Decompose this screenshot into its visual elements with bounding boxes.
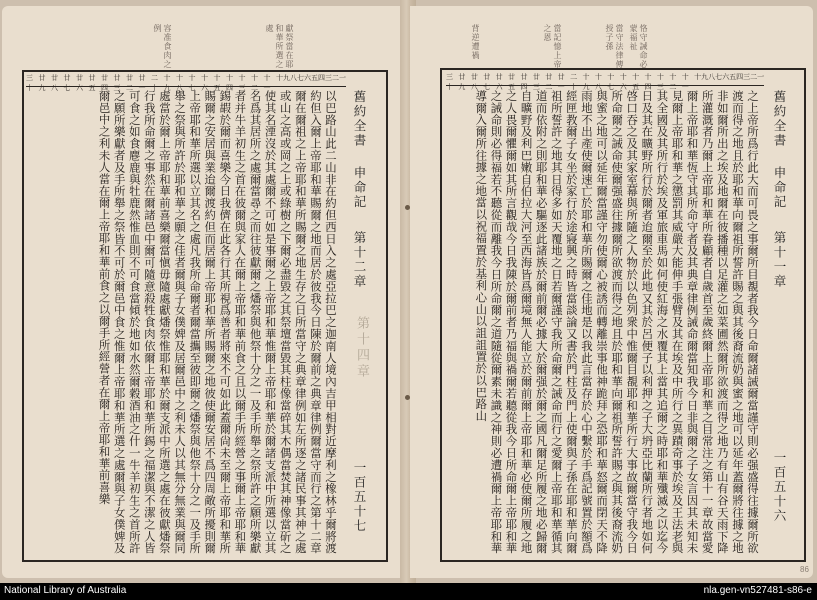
- left-verse-tick: 七: [297, 74, 304, 82]
- left-verse-tick: 十八: [176, 74, 183, 92]
- left-verse-tick: 廿四: [101, 74, 108, 92]
- left-verse-tick: 廿三: [113, 74, 121, 92]
- left-verse-tick: 十九: [163, 74, 171, 92]
- right-verse-tick: 廿一: [557, 73, 565, 91]
- library-credit: National Library of Australia: [4, 585, 127, 596]
- left-verse-tick: 十五: [213, 74, 221, 92]
- running-title-right: 舊約全書: [772, 90, 787, 148]
- right-verse-tick: 十四: [644, 73, 652, 91]
- right-verse-tick: 十三: [656, 73, 664, 91]
- right-verse-tick: 二: [750, 73, 758, 81]
- left-verse-tick: 九: [283, 74, 290, 82]
- left-verse-tick: 廿二: [126, 74, 133, 92]
- left-verse-tick: 廿五: [88, 74, 96, 92]
- left-verse-tick: 廿一: [138, 74, 146, 92]
- left-verse-tick: 八: [290, 74, 297, 82]
- right-verse-tick: 十七: [607, 73, 615, 91]
- right-margin-note-0: 恪守誡命必蒙福祉: [629, 24, 648, 69]
- left-verse-tick: 二: [332, 74, 339, 82]
- right-verse-tick: 九: [701, 73, 709, 81]
- right-verse-tick: 十: [694, 73, 702, 81]
- archive-footer: [0, 583, 817, 600]
- right-verse-ticks: [446, 72, 765, 91]
- left-verse-tick: 六: [304, 74, 311, 82]
- page-number-left: 一百五十七: [352, 461, 367, 534]
- book-name-left: 申命記: [352, 166, 367, 210]
- left-margin-note-1: 容准食肉之例: [153, 24, 172, 69]
- left-verse-tick: 十: [276, 74, 283, 82]
- page-number-right: 一百五十六: [772, 451, 787, 524]
- right-verse-tick: 三: [743, 73, 751, 81]
- right-verse-tick: 八: [708, 73, 716, 81]
- right-margin-note-2: 當記憶上帝之恩: [543, 24, 562, 69]
- left-body-text: 以巴路山此二山非在約但西日入之處亞拉巴之迦南人境內吉甲相對近摩利之橡林乎爾將渡約但入爾上帝耶和華賜爾之地而居於彼我今日陳於爾前之典章律例爾當守而行之第十二章爾在爾祖之上帝耶和華所賜爾之地生存之日所當守之典章律例如左所逐之諸民事其神之處或山之高或岡之上或綠樹之下爾必盡毀之其祭壇當毀其柱像當碎其木偶當焚其神像當斫之使其名湮沒於其處爾不可如是事爾之上帝耶和華惟爾上帝耶和華於爾諸支派中所選以立其名爲其居所之處爾當尋之而往彼獻爾之燔祭與他祭十分之一及手所舉之祭所許之願所樂獻者并牛羊初生之首在彼爾與家人在爾上帝耶和華前食之且以爾手所經營之事爾上帝耶和華錫嘏於爾而喜樂今日我儕在此各行其所視爲善者將來不可如此蓋爾尙未至爾上帝耶和華所賜爾之安居與業迨爾渡約但而居爾上帝耶和華所賜爾之地彼使爾安居不爲四周敵所擾則爾上帝耶和華所選以立其名之處凡我所命爾者爾當攜至彼即爾之燔祭與他祭十分之一及手所舉之祭與所許於耶和華之願之佳者爾與子女僕婢及居爾邑中之利未人以其無分無業與爾同處當於爾上帝耶和華前喜樂爾當愼毋隨處獻燔祭惟耶和華於爾支派中所選之處在彼獻燔祭行我所命爾之事然在爾諸邑中爾可隨意殺牲食肉依爾上帝耶和華所錫之福潔與不潔之人皆可食之如食麀鹿與牡鹿然惟血則不可食當傾於地如水然爾穀酒油之什一牛羊初生之首所許之願所樂獻者及手所舉之祭皆不可於爾邑中食之惟爾上帝耶和華所選之處爾與子女僕婢及爾邑中之利未人當在爾上帝耶和華前食之以爾手所經營者在爾上帝耶和華前喜樂: [97, 90, 338, 554]
- left-verse-tick: 廿六: [76, 74, 83, 92]
- right-verse-tick: 二十: [570, 73, 578, 91]
- right-verse-tick: 廿二: [545, 73, 553, 91]
- left-verse-tick: 二十: [151, 74, 158, 92]
- right-verse-tick: 十九: [582, 73, 590, 91]
- running-title-left: 舊約全書: [352, 90, 367, 148]
- right-margin-note-1: 當守法律傳授子孫: [605, 24, 624, 69]
- left-page: [2, 6, 405, 578]
- chapter-heading-right: 第十一章: [772, 231, 787, 289]
- left-verse-tick: 十七: [188, 74, 196, 92]
- right-verse-tick: 廿三: [532, 73, 540, 91]
- right-verse-tick: 七: [715, 73, 723, 81]
- right-margin-note-3: 背逆遭禍: [471, 24, 480, 60]
- right-verse-tick: 四: [736, 73, 744, 81]
- left-verse-tick: 十四: [226, 74, 233, 92]
- right-verse-tick: 廿八: [470, 73, 478, 91]
- right-verse-tick: 六: [722, 73, 730, 81]
- left-verse-tick: 十一: [263, 74, 271, 92]
- right-verse-tick: 廿六: [495, 73, 503, 91]
- left-verse-tick: 三十: [26, 74, 33, 92]
- left-verse-tick: 十六: [201, 74, 208, 92]
- left-verse-tick: 十二: [251, 74, 258, 92]
- left-verse-tick: 廿九: [38, 74, 46, 92]
- right-verse-tick: 十一: [681, 73, 689, 91]
- left-verse-tick: 一: [339, 74, 346, 82]
- left-verse-tick: 五: [311, 74, 318, 82]
- faint-chapter-stamp: 第十四章: [354, 316, 369, 380]
- right-verse-tick: 十五: [632, 73, 640, 91]
- right-verse-tick: 十八: [594, 73, 602, 91]
- archive-identifier: nla.gen-vn527481-s86-e: [703, 585, 812, 596]
- right-verse-tick: 五: [729, 73, 737, 81]
- right-verse-tick: 十六: [619, 73, 627, 91]
- right-verse-tick: 廿五: [508, 73, 516, 91]
- right-body-text: 之上帝所爲行此大而可畏之事爾所目覩者我今日命爾諸誡爾當謹守則必强盛得往據爾所欲渡而得之地且於耶和華向爾祖所誓許賜之與其後裔流奶與蜜之地可以延年蓋爾將往據之地非如爾所出之埃及地爾在彼播種以足灌之如菜圃然爾所欲渡而得之地乃有山有谷天雨下降所灌溉者乃爾上帝耶和華所眷顧者自歲首至歲終爾上帝耶和華之目常注之第十一章故當愛爾上帝耶和華恆守其所命守者及其典章律例誡命爾當知我今日非與爾之子女言因其未知未見爾上帝耶和華之懲罰其威嚴大能伸手張臂及其在埃及中所行之異蹟奇事於埃及王法老與其全國及其所行於埃及軍旅車馬如何使紅海之水覆其上當其追爾之時耶和華殲滅之以迄今日及其在曠野所行於爾者迨爾至於此地又其於呂便子以利押之子大坍亞比蘭所行者地如何啓口吞之及其家室幕與所隨之人物於以色列衆中惟爾目覩耶和華所行大事故爾當守我今日所命爾之誡命使爾强盛往據爾所欲渡而得之地且於耶和華向爾祖所誓許賜之與其後裔流奶與蜜之地可以延年爾當謹守勿使爾心被誘而轉離崇事他神跪拜之恐耶和華怒爾而閉天不降雨地不出產使爾速亡於耶和華所賜爾之佳地是以我此言當存於心中繫於手爲記號置於額爲經匣教爾子女坐於家行於途寢興之時皆當談論又書於門柱及門上使爾與子孫在耶和華向爾祖所誓許之地其日得多如天覆地之日若爾謹守我所命爾之誡命而行之愛爾上帝耶和華循其道而依附之則耶和華必驅逐此諸族於爾前爾必據大於爾强於爾之國凡爾足所履之地必歸爾自曠野及利巴嫩自伯拉大河至西海皆爲爾境無人能立於爾前爾上帝耶和華必使爾所履之地之人畏爾懼爾如其所言觀哉今日我陳於爾前者乃福與禍爾若聽從我今日所命爾上帝耶和華之誡命則必得福若不聽從而離我今日所命爾之道隨從爾素未識之神則必遭禍爾上帝耶和華導爾入爾所往據之地當以祝福置於基利心山以詛詛置於以巴路山: [474, 90, 760, 554]
- right-verse-tick: 廿七: [483, 73, 491, 91]
- book-name-right: 申命記: [772, 166, 787, 210]
- right-page: [410, 6, 813, 578]
- right-verse-tick: 三十: [446, 73, 453, 91]
- chapter-heading-left: 第十二章: [352, 231, 367, 289]
- left-margin-note-0: 獻祭當在耶和華所選之處: [265, 24, 294, 69]
- left-verse-tick: 廿七: [63, 74, 71, 92]
- right-verse-tick: 十二: [669, 73, 677, 91]
- left-verse-tick: 三: [325, 74, 332, 82]
- right-verse-tick: 一: [757, 73, 765, 81]
- right-verse-tick: 廿九: [458, 73, 466, 91]
- left-verse-tick: 四: [318, 74, 325, 82]
- left-verse-tick: 廿八: [51, 74, 58, 92]
- right-verse-tick: 廿四: [520, 73, 528, 91]
- left-verse-ticks: [26, 73, 346, 92]
- pencil-folio-mark: 86: [800, 565, 809, 574]
- left-verse-tick: 十三: [238, 74, 246, 92]
